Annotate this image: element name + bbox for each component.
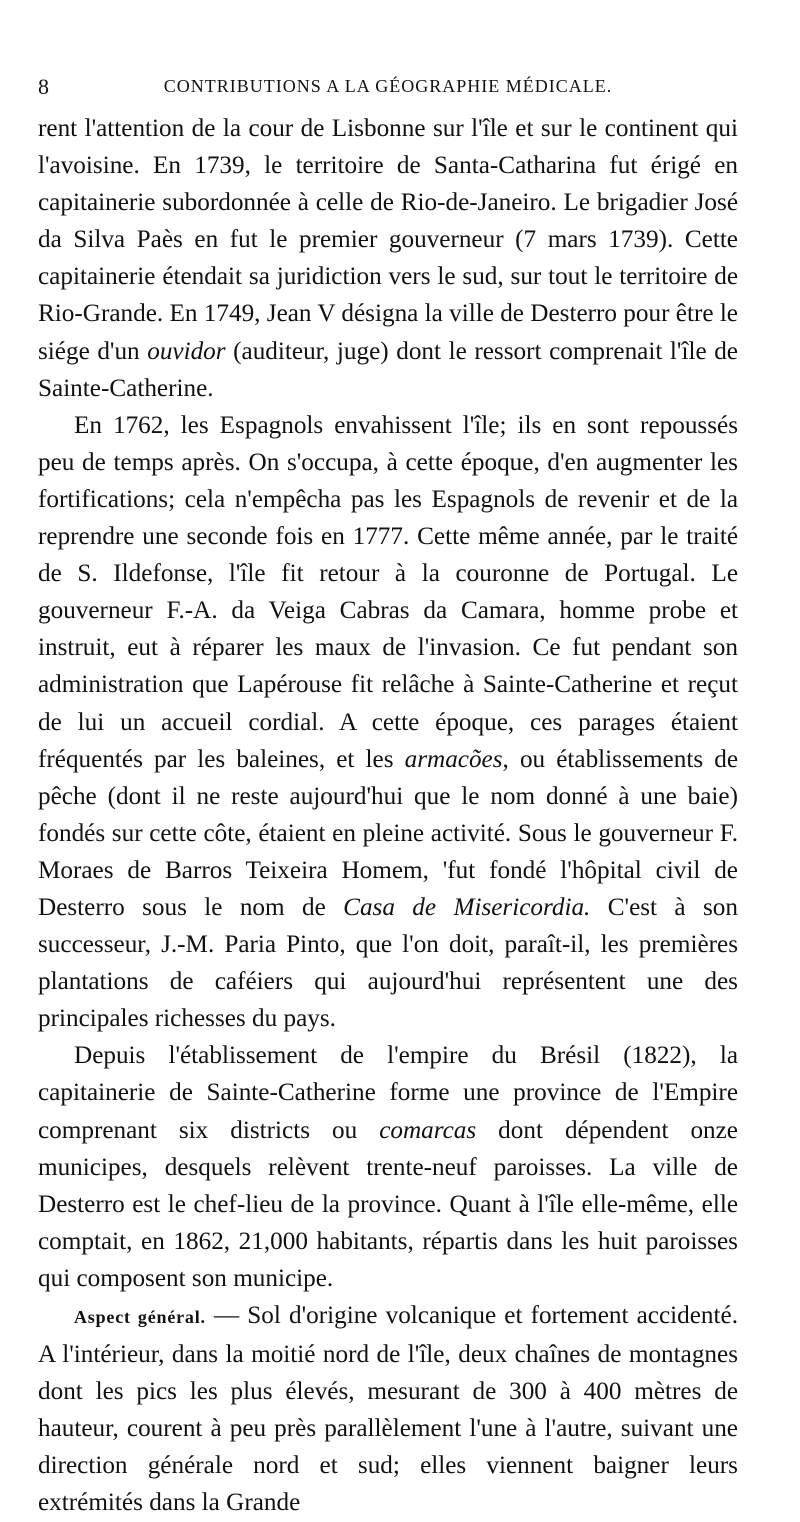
text-run: , ou établissements de pêche (dont il ne reste aujourd'hui que le nom donné à une baie) fondés sur cette côte, étaient en pleine activité. Sous le gouverneur F. Moraes de Barros Teixeira Homem, 'fut fondé l'hôpital civil de Desterro sous le nom de xyxy=(38,745,738,921)
body-text xyxy=(38,110,738,1522)
running-title: CONTRIBUTIONS A LA GÉOGRAPHIE MÉDICALE. xyxy=(163,76,613,96)
text-run: Depuis l'établissement de l'empire du Brésil (1822), la capitainerie de Sainte-Catherine forme une province de l'Empire comprenant six districts ou xyxy=(38,1042,738,1144)
paragraph-3 xyxy=(38,1037,738,1297)
italic-term: ouvidor xyxy=(147,337,226,365)
text-run: rent l'attention de la cour de Lisbonne sur l'île et sur le continent qui l'avoisine. En 1739, le territoire de Santa-Catharina fut érigé en capitainerie subordonnée à celle de Rio-de-Janeiro. Le brigadier José da Silva Paès en fut le premier gouverneur (7 mars 1739). Cette capitainerie étendait sa juridiction vers le sud, sur tout le territoire de Rio-Grande. En 1749, Jean V désigna la ville de Desterro pour être le siége d'un xyxy=(38,115,738,365)
text-run: — Sol d'origine volcanique et fortement accidenté. A l'intérieur, dans la moitié nord de l'île, deux chaînes de montagnes dont les pics les plus élevés, mesurant de 300 à 400 mètres de hauteur, courent à peu près parallèlement l'une à l'autre, suivant une direction générale nord et sud; elles viennent baigner leurs extrémités dans la Grande xyxy=(38,1302,738,1517)
text-run: (auditeur, juge) dont le ressort comprenait l'île de Sainte-Catherine. xyxy=(38,337,738,402)
page xyxy=(38,70,738,1522)
text-run: dont dépendent onze municipes, desquels relèvent trente-neuf paroisses. La ville de Desterro est le chef-lieu de la province. Quant à l'île elle-même, elle comptait, en 1862, 21,000 habitants, répartis dans les huit paroisses qui composent son municipe. xyxy=(38,1116,738,1292)
paragraph-2 xyxy=(38,407,738,1038)
paragraph-4 xyxy=(38,1297,738,1522)
italic-term: Casa de Misericordia. xyxy=(343,893,591,921)
running-header xyxy=(38,70,738,110)
text-run: C'est à son successeur, J.-M. Paria Pinto, que l'on doit, paraît-il, les premières plantations de caféiers qui aujourd'hui représentent une des principales richesses du pays. xyxy=(38,893,738,1033)
page-number: 8 xyxy=(38,74,50,99)
paragraph-1 xyxy=(38,110,738,407)
text-run: En 1762, les Espagnols envahissent l'île; ils en sont repoussés peu de temps après. On s'occupa, à cette époque, d'en augmenter les fortifications; cela n'empêcha pas les Espagnols de revenir et de la reprendre une seconde fois en 1777. Cette même année, par le traité de S. Ildefonse, l'île fit retour à la couronne de Portugal. Le gouverneur F.-A. da Veiga Cabras da Camara, homme probe et instruit, eut à réparer les maux de l'invasion. Ce fut pendant son administration que Lapérouse fit relâche à Sainte-Catherine et reçut de lui un accueil cordial. A cette époque, ces parages étaient fréquentés par les baleines, et les xyxy=(38,411,738,773)
italic-term: armacões xyxy=(404,745,503,773)
italic-term: comarcas xyxy=(379,1116,477,1144)
section-heading: Aspect général. xyxy=(74,1307,206,1327)
